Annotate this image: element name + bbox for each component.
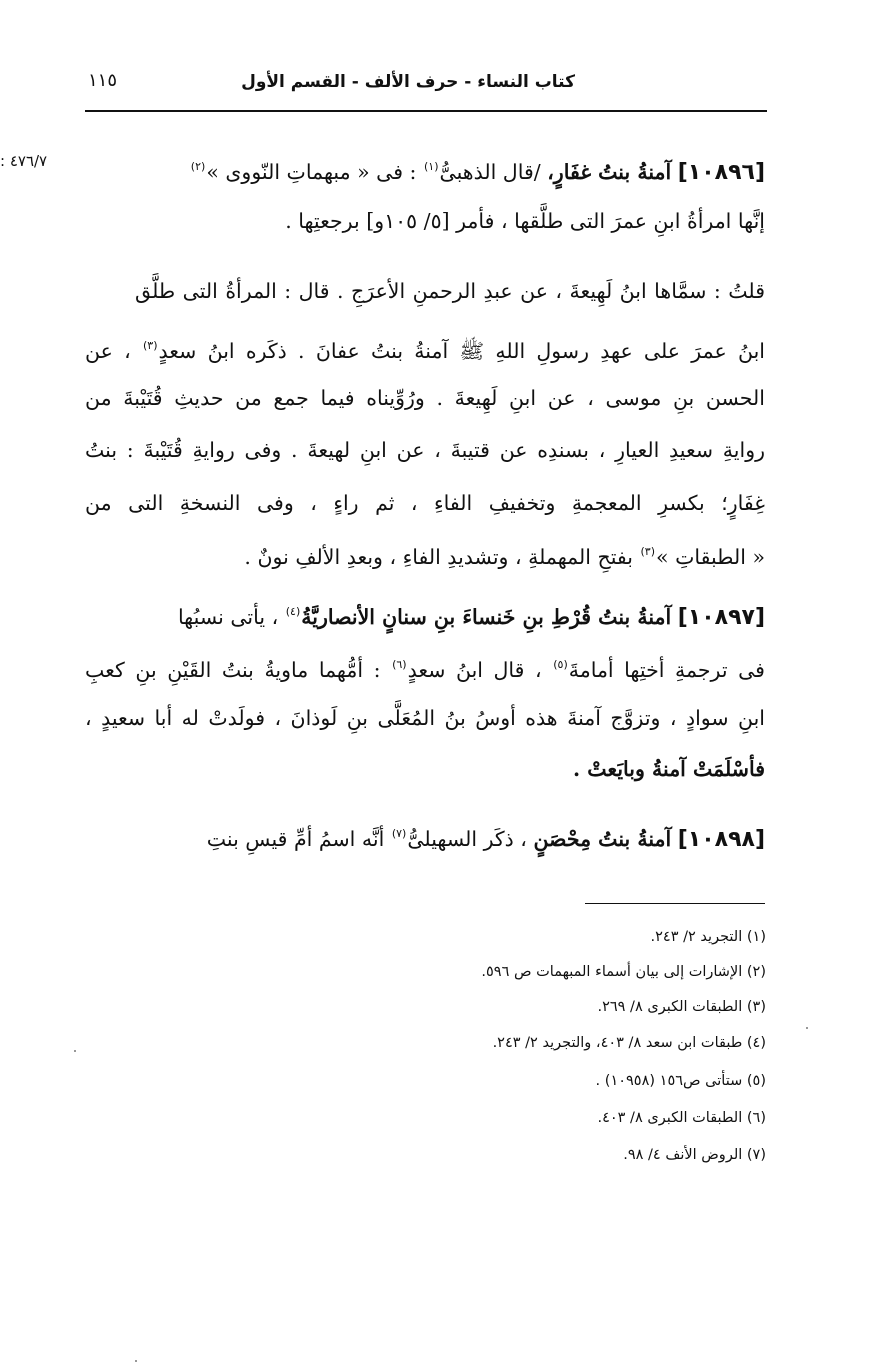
header-rule [85, 110, 767, 112]
body-line [244, 530, 765, 574]
running-title: كتاب النساء - حرف الألف - القسم الأول [241, 72, 575, 92]
margin-reference: ٤٧٦/٧ : [0, 152, 48, 170]
body-text: ابنُ عمرَ علی عهدِ رسولِ اللهِ ﷺ آمنةُ بنتُ عفانَ . ذکَره ابنُ سعدٍ [158, 339, 765, 363]
page-number: ١١٥ [88, 70, 118, 91]
body-text: ، ذکَر السهیلیُّ [407, 827, 527, 851]
body-text: ، یأتی نسبُها [177, 605, 279, 629]
body-line: قلتُ : سمَّاها ابنُ لَهِیعةَ ، عن عبدِ الرحمنِ الأعرَجِ . قال : المرأةُ التی طلَّق [135, 279, 765, 303]
body-text: ، عن [85, 339, 131, 363]
footnote-marker: (٧) [391, 827, 407, 840]
footnote-marker: (٢) [190, 160, 206, 173]
body-text: ، قال ابنُ سعدٍ [407, 658, 542, 682]
entry-10896-heading [190, 145, 765, 189]
footnote-5: (٥) ستأتی ص١٥٦ (١٠٩٥٨) . [595, 1073, 766, 1089]
footnote-marker: (٦) [392, 658, 407, 671]
scan-speck [806, 1027, 808, 1029]
body-line: فأسْلَمَتْ آمنةُ وبایَعتْ . [573, 757, 765, 781]
footnote-marker: (٣) [142, 339, 158, 352]
body-text: بفتحِ المهملةِ ، وتشدیدِ الفاءِ ، وبعدِ الألفِ نونٌ . [244, 545, 633, 569]
entry-10897-heading [178, 590, 765, 634]
footnote-marker: (٥) [553, 658, 568, 671]
footnote-4: (٤) طبقات ابن سعد ٨/ ٤٠٣، والتجرید ٢/ ٢٤٣. [492, 1035, 766, 1051]
bracket-close: ] [677, 160, 688, 185]
footnote-marker: (٤) [285, 605, 301, 618]
scan-speck [135, 1360, 137, 1362]
entry-number: ١٠٨٩٦ [687, 160, 755, 185]
footnote-3: (٣) الطبقات الکبری ٨/ ٢٦٩. [597, 999, 766, 1015]
footnote-rule [585, 903, 765, 904]
scan-speck [74, 1050, 76, 1052]
footnote-marker: (٣) [640, 545, 656, 558]
body-text: فی ترجمةِ أختِها أمامةَ [568, 658, 765, 682]
body-line: روایةِ سعیدِ العیارِ ، بسندِه عن قتیبةَ ، عن ابنِ لهیعةَ . وفی روایةِ قُتَیْبةَ : بنتُ [85, 438, 765, 462]
entry-name: آمنةُ بنتُ غفَارٍ، [547, 160, 672, 184]
entry-10898-heading [207, 812, 765, 856]
body-line [85, 643, 765, 687]
entry-name: آمنةُ بنتُ مِحْصَنٍ [533, 827, 672, 851]
body-text: « الطبقاتِ » [656, 545, 765, 569]
body-line: إنَّها امرأةُ ابنِ عمرَ التی طلَّقها ، فأمر [٥/ ١٠٥و] برجعتِها . [285, 209, 765, 233]
bracket-open: [ [754, 160, 765, 185]
entry-number: ١٠٨٩٨ [687, 827, 755, 852]
bracket-close: ] [677, 827, 688, 852]
body-line: الحسن بنِ موسی ، عن ابنِ لَهِیعةَ . ورُوِّیناه فیما جمع من حدیثِ قُتَیْبةَ من [85, 386, 765, 410]
bracket-close: ] [677, 605, 688, 630]
footnote-1: (١) التجرید ٢/ ٢٤٣. [650, 929, 766, 945]
body-line: ابنِ سوادٍ ، وتزوَّج آمنةَ هذه أوسُ بنُ المُعَلَّی بنِ لَوذانَ ، فولَدتْ له أبا سعیدٍ ، [85, 706, 765, 730]
body-line: غِفَارٍ؛ بکسرِ المعجمةِ وتخفیفِ الفاءِ ، ثم راءٍ ، وفی النسخةِ التی من [85, 491, 765, 515]
body-text: : فی « مبهماتِ النّووی » [206, 160, 417, 184]
entry-name: آمنةُ بنتُ قُرْطِ بنِ خَنساءَ بنِ سنانٍ الأنصاریَّةُ [301, 605, 672, 629]
footnote-7: (٧) الروض الأنف ٤/ ٩٨. [623, 1147, 766, 1163]
bracket-open: [ [754, 827, 765, 852]
entry-number: ١٠٨٩٧ [687, 605, 755, 630]
body-text: أنَّه اسمُ أمِّ قیسِ بنتِ [206, 827, 385, 851]
footnote-marker: (١) [423, 160, 439, 173]
footnote-6: (٦) الطبقات الکبری ٨/ ٤٠٣. [597, 1110, 766, 1126]
footnote-2: (٢) الإشارات إلی بیان أسماء المبهمات ص ٥٩٦. [481, 964, 766, 980]
body-text: : أمُّهما ماویةُ بنتُ القَیْنِ بنِ کعبِ [85, 658, 381, 682]
body-line [85, 324, 765, 368]
body-text: /قال الذهبیُّ [439, 160, 541, 184]
bracket-open: [ [754, 605, 765, 630]
